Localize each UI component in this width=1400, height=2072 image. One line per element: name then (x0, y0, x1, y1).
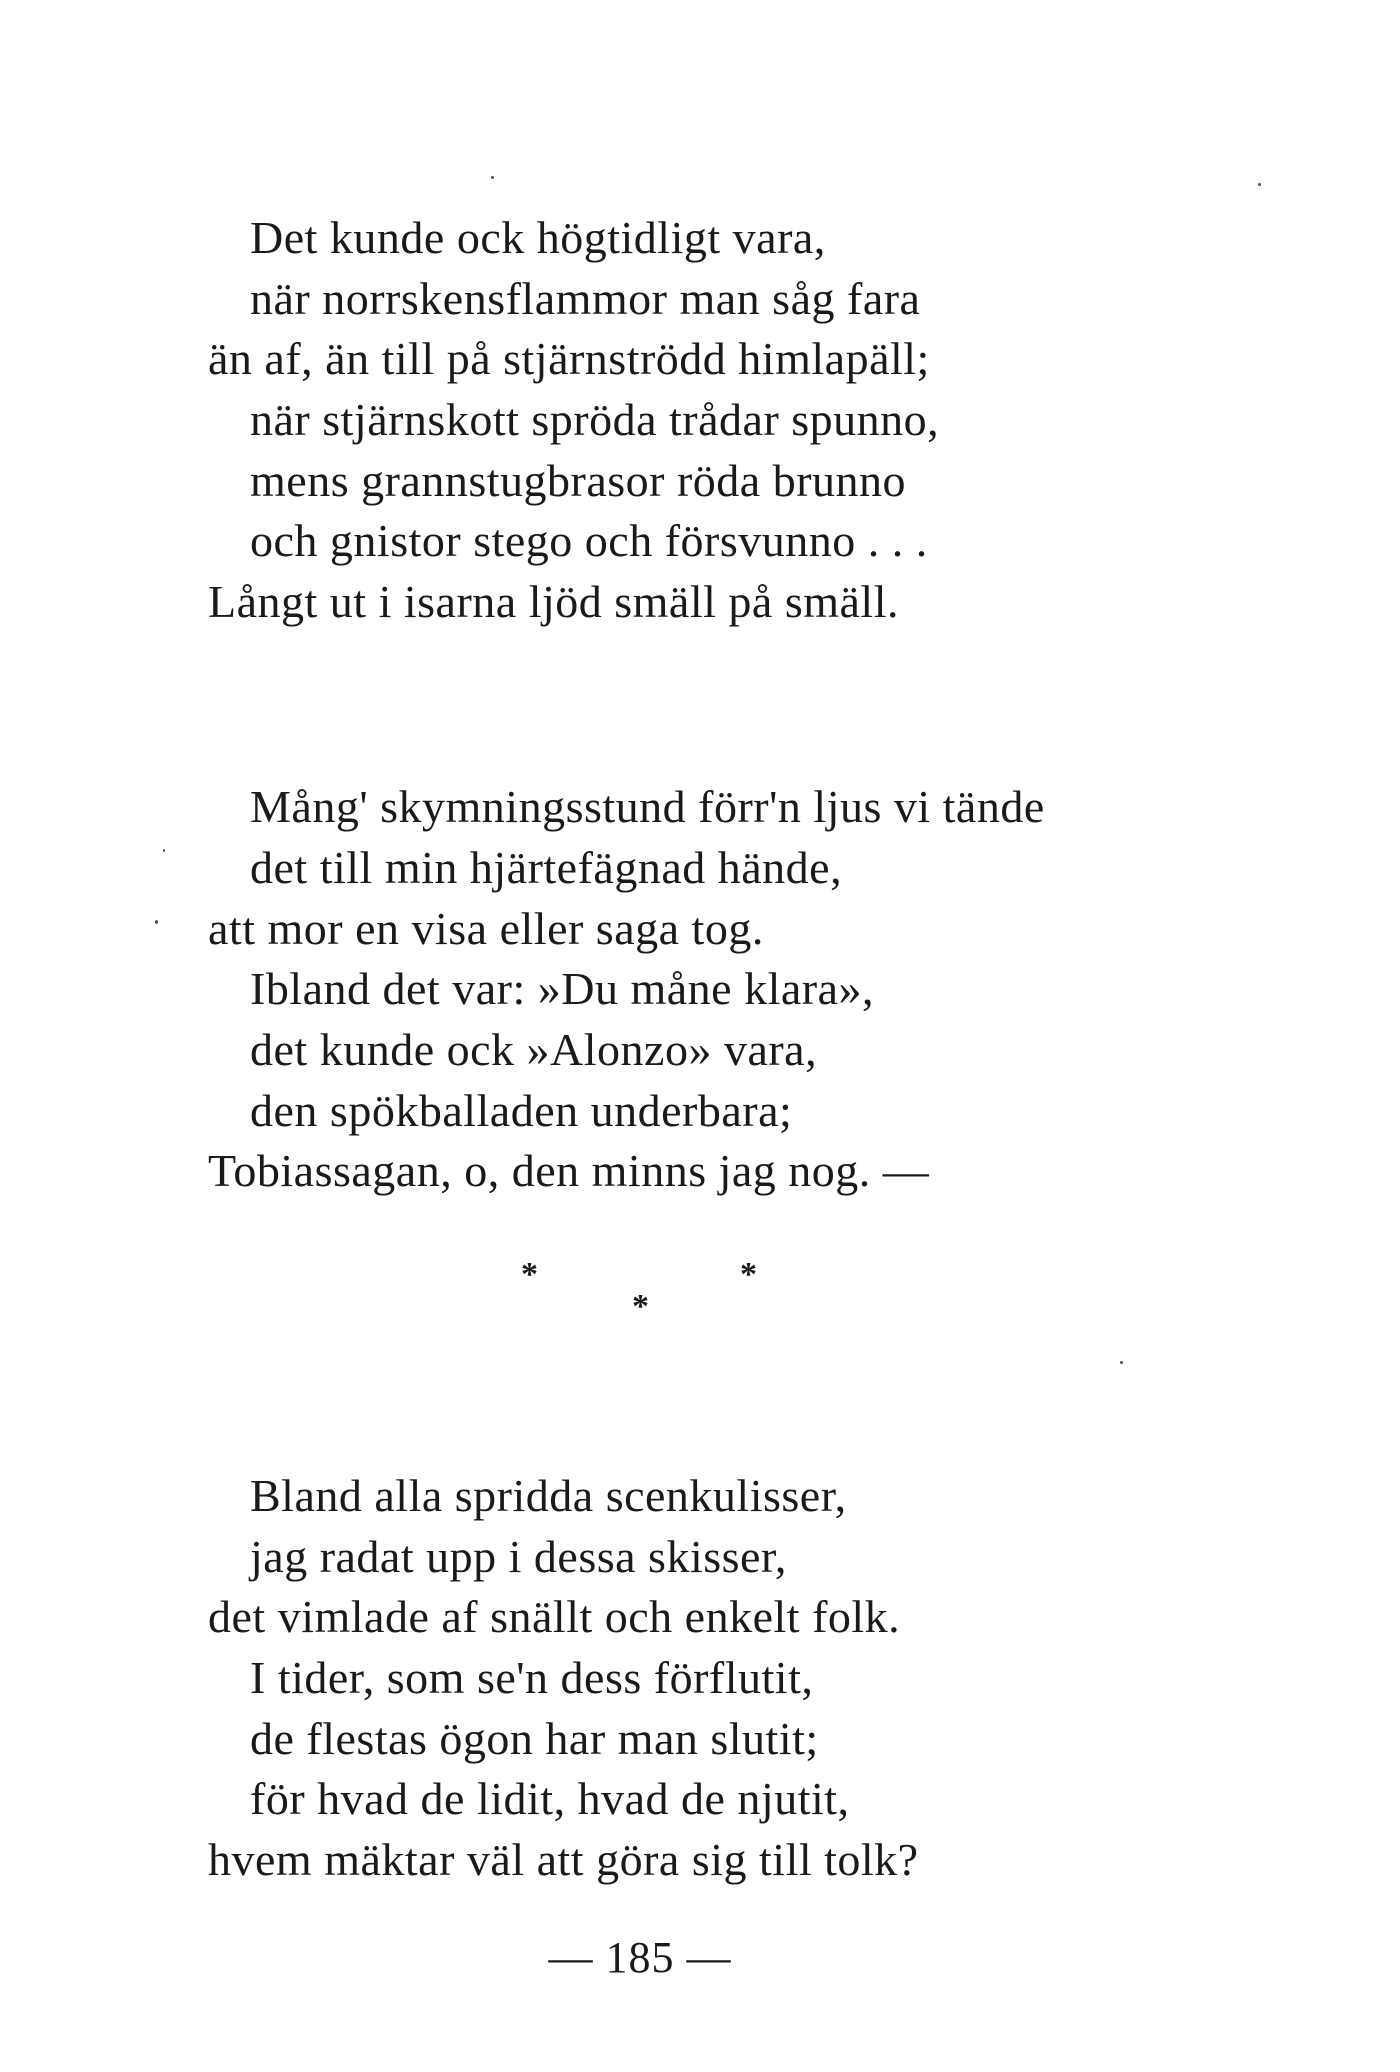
scan-speck (155, 920, 158, 924)
asterisk-mark: * (521, 1256, 538, 1293)
verse-line: de flestas ögon har man slutit; (250, 1713, 819, 1764)
verse-line: I tider, som se'n dess förflutit, (250, 1652, 814, 1703)
verse-line: när norrskensflammor man såg fara (250, 273, 921, 324)
verse-line: hvem mäktar väl att göra sig till tolk? (208, 1834, 919, 1885)
asterisk-mark: * (632, 1288, 649, 1325)
verse-line: mens grannstugbrasor röda brunno (250, 455, 907, 506)
verse-line: Ibland det var: »Du måne klara», (250, 963, 874, 1014)
verse-line: Mång' skymningsstund förr'n ljus vi tände (250, 781, 1045, 832)
verse-line: Det kunde ock högtidligt vara, (250, 212, 826, 263)
verse-line: Långt ut i isarna ljöd smäll på smäll. (208, 576, 899, 627)
asterisk-mark: * (740, 1256, 757, 1293)
verse-line: när stjärnskott spröda trådar spunno, (250, 394, 940, 445)
scan-speck (1258, 183, 1261, 186)
verse-line: för hvad de lidit, hvad de njutit, (250, 1773, 850, 1824)
verse-line: Bland alla spridda scenkulisser, (250, 1470, 847, 1521)
verse-line: jag radat upp i dessa skisser, (250, 1531, 787, 1582)
verse-line: det till min hjärtefägnad hände, (250, 842, 843, 893)
scan-speck (163, 849, 165, 852)
verse-line: Tobiassagan, o, den minns jag nog. — (208, 1145, 930, 1196)
verse-line: det kunde ock »Alonzo» vara, (250, 1024, 818, 1075)
verse-line: det vimlade af snällt och enkelt folk. (208, 1591, 901, 1642)
scan-speck (1120, 1361, 1123, 1364)
verse-line: än af, än till på stjärnströdd himlapäll; (208, 333, 930, 384)
scan-speck (491, 176, 494, 179)
verse-line: och gnistor stego och försvunno . . . (250, 515, 928, 566)
verse-line: den spökballaden underbara; (250, 1085, 793, 1136)
verse-line: att mor en visa eller saga tog. (208, 903, 764, 954)
page-number: — 185 — (548, 1933, 732, 1982)
